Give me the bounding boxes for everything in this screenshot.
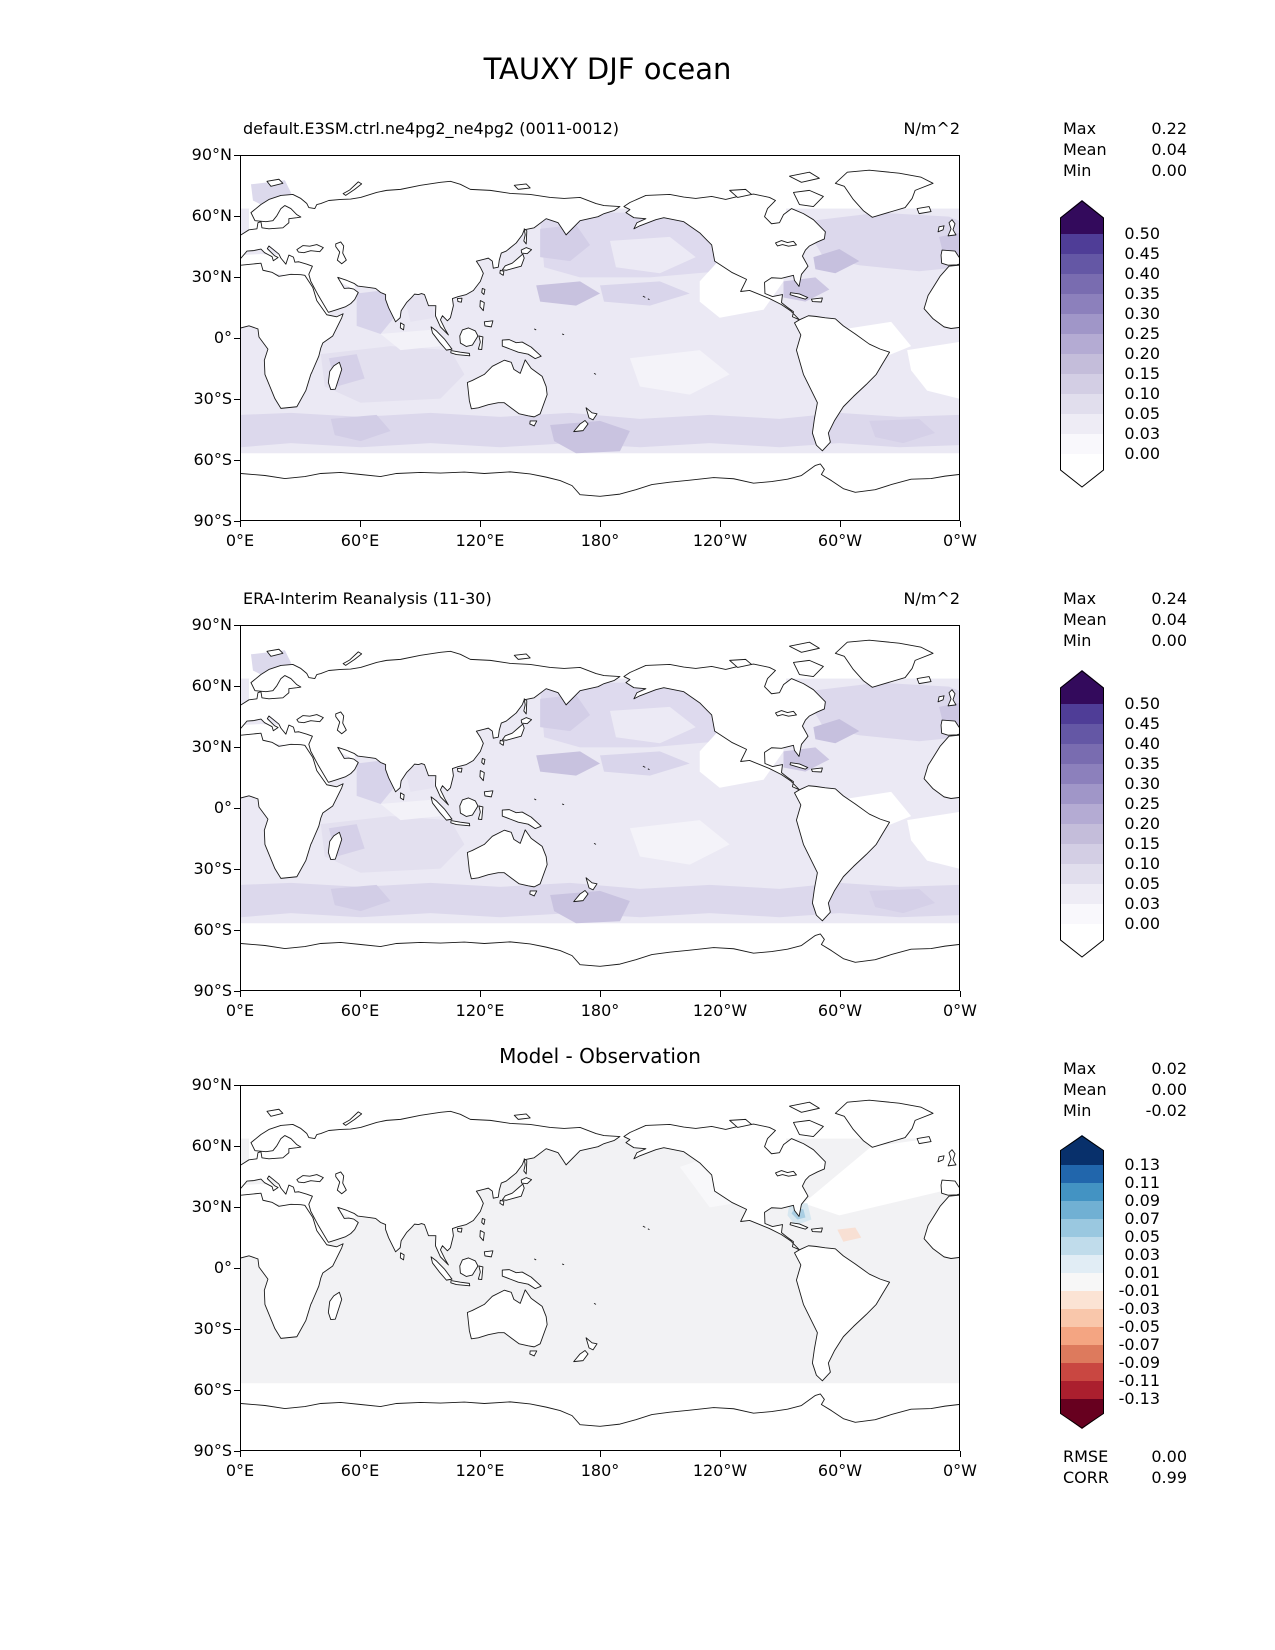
colorbar-tick-label: -0.11 <box>1118 1371 1160 1390</box>
x-tick-label: 0°W <box>943 1461 977 1480</box>
colorbar-tick-label: -0.03 <box>1118 1299 1160 1318</box>
colorbar-segment <box>1060 824 1104 844</box>
figure-title: TAUXY DJF ocean <box>483 52 732 86</box>
x-tick-label: 60°W <box>817 531 863 550</box>
stat-label: Min <box>1063 1101 1092 1120</box>
stat-value: 0.99 <box>1151 1468 1187 1487</box>
stat-label: Min <box>1063 161 1092 180</box>
colorbar-segment <box>1060 1309 1104 1327</box>
colorbar-segment <box>1060 1381 1104 1399</box>
panel1-stats <box>1063 118 1187 181</box>
colorbar-segment <box>1060 1291 1104 1309</box>
stat-row <box>1063 609 1187 630</box>
colorbar-segment <box>1060 884 1104 904</box>
colorbar-tick-label: 0.40 <box>1124 264 1160 283</box>
colorbar-tick-label: 0.00 <box>1124 444 1160 463</box>
colorbar-segment <box>1060 200 1104 234</box>
stat-label: Max <box>1063 119 1097 138</box>
colorbar-segment <box>1060 704 1104 724</box>
colorbar-tick-label: 0.07 <box>1124 1209 1160 1228</box>
colorbar-tick-label: -0.07 <box>1118 1335 1160 1354</box>
x-tick-label: 0°E <box>225 1461 255 1480</box>
panel2-x-labels <box>225 1001 977 1021</box>
x-tick-label: 60°W <box>817 1461 863 1480</box>
colorbar-segment <box>1060 234 1104 254</box>
colorbar-segment <box>1060 454 1104 488</box>
colorbar-tick-label: 0.45 <box>1124 244 1160 263</box>
x-tick-label: 60°W <box>817 1001 863 1020</box>
stat-row <box>1063 630 1187 651</box>
panel2-y-ticks <box>234 625 240 992</box>
stat-value: 0.04 <box>1151 610 1187 629</box>
stat-row <box>1063 1446 1187 1467</box>
colorbar-tick-label: 0.35 <box>1124 284 1160 303</box>
x-tick-label: 0°E <box>225 531 255 550</box>
colorbar-tick-label: -0.09 <box>1118 1353 1160 1372</box>
stat-row <box>1063 139 1187 160</box>
panel2-x-ticks <box>240 991 961 997</box>
panel3-extra-stats <box>1063 1446 1187 1488</box>
colorbar-segment <box>1060 1135 1104 1165</box>
panel1-title-row <box>243 118 960 140</box>
y-tick-label: 90°N <box>191 1075 232 1094</box>
y-tick-label: 0° <box>213 328 232 347</box>
colorbar-tick-label: 0.01 <box>1124 1263 1160 1282</box>
stat-row <box>1063 1467 1187 1488</box>
colorbar-segment <box>1060 1327 1104 1345</box>
y-tick-label: 0° <box>213 1258 232 1277</box>
stat-row <box>1063 1079 1187 1100</box>
colorbar-segment <box>1060 764 1104 784</box>
colorbar-segment <box>1060 434 1104 454</box>
colorbar-tick-label: 0.10 <box>1124 384 1160 403</box>
stat-label: Max <box>1063 589 1097 608</box>
colorbar-segment <box>1060 394 1104 414</box>
colorbar-segment <box>1060 1399 1104 1429</box>
stat-row <box>1063 1058 1187 1079</box>
colorbar-tick-label: 0.25 <box>1124 794 1160 813</box>
panel1-x-labels <box>225 531 977 551</box>
panel2-title: ERA-Interim Reanalysis (11-30) <box>243 589 492 608</box>
x-tick-label: 60°E <box>340 531 380 550</box>
y-tick-label: 60°N <box>191 1136 232 1155</box>
panel1-y-ticks <box>234 155 240 522</box>
colorbar-tick-label: 0.15 <box>1124 834 1160 853</box>
x-tick-label: 120°E <box>455 531 505 550</box>
stat-value: 0.00 <box>1151 161 1187 180</box>
panel2-units: N/m^2 <box>903 589 960 608</box>
panel2-colorbar <box>1060 670 1104 958</box>
colorbar-tick-label: 0.00 <box>1124 914 1160 933</box>
stat-label: Mean <box>1063 1080 1107 1099</box>
panel3-stats <box>1063 1058 1187 1121</box>
panel1-colorbar <box>1060 200 1104 488</box>
panel1-map <box>240 155 960 521</box>
panel3-y-ticks <box>234 1085 240 1452</box>
y-tick-label: 90°S <box>193 1441 232 1460</box>
y-tick-label: 30°S <box>193 1319 232 1338</box>
stat-value: 0.02 <box>1151 1059 1187 1078</box>
colorbar-segment <box>1060 1273 1104 1291</box>
stat-value: 0.00 <box>1151 1447 1187 1466</box>
panel3-map-svg <box>241 1086 959 1450</box>
colorbar-segment <box>1060 294 1104 314</box>
x-tick-label: 120°W <box>692 531 748 550</box>
colorbar-tick-label: 0.50 <box>1124 224 1160 243</box>
panel2-y-labels <box>150 615 232 1000</box>
colorbar-segment <box>1060 354 1104 374</box>
stat-value: 0.22 <box>1151 119 1187 138</box>
panel1-title: default.E3SM.ctrl.ne4pg2_ne4pg2 (0011-0012) <box>243 119 619 138</box>
y-tick-label: 60°S <box>193 1380 232 1399</box>
colorbar-segment <box>1060 314 1104 334</box>
y-tick-label: 60°N <box>191 676 232 695</box>
colorbar-tick-label: 0.09 <box>1124 1191 1160 1210</box>
panel1-y-labels <box>150 145 232 530</box>
y-tick-label: 30°N <box>191 737 232 756</box>
colorbar-tick-label: 0.35 <box>1124 754 1160 773</box>
colorbar-tick-label: 0.20 <box>1124 814 1160 833</box>
panel3-x-ticks <box>240 1451 961 1457</box>
y-tick-label: 90°N <box>191 615 232 634</box>
colorbar-segment <box>1060 924 1104 958</box>
panel1-x-ticks <box>240 521 961 527</box>
colorbar-tick-label: 0.05 <box>1124 404 1160 423</box>
colorbar-segment <box>1060 1237 1104 1255</box>
colorbar-tick-label: 0.03 <box>1124 1245 1160 1264</box>
panel3-colorbar <box>1060 1135 1104 1429</box>
colorbar-segment <box>1060 724 1104 744</box>
stat-row <box>1063 118 1187 139</box>
stat-value: 0.00 <box>1151 631 1187 650</box>
colorbar-tick-label: -0.01 <box>1118 1281 1160 1300</box>
stat-label: Mean <box>1063 140 1107 159</box>
stat-row <box>1063 160 1187 181</box>
panel1-colorbar-labels <box>1104 224 1160 464</box>
stat-row <box>1063 588 1187 609</box>
x-tick-label: 120°E <box>455 1461 505 1480</box>
colorbar-tick-label: 0.25 <box>1124 324 1160 343</box>
panel1-units: N/m^2 <box>903 119 960 138</box>
y-tick-label: 0° <box>213 798 232 817</box>
colorbar-tick-label: 0.13 <box>1124 1155 1160 1174</box>
y-tick-label: 30°S <box>193 389 232 408</box>
colorbar-segment <box>1060 274 1104 294</box>
colorbar-segment <box>1060 374 1104 394</box>
stat-row <box>1063 1100 1187 1121</box>
x-tick-label: 180° <box>580 1461 620 1480</box>
colorbar-segment <box>1060 414 1104 434</box>
colorbar-segment <box>1060 784 1104 804</box>
colorbar-tick-label: 0.05 <box>1124 1227 1160 1246</box>
colorbar-segment <box>1060 1219 1104 1237</box>
panel3-title: Model - Observation <box>499 1044 701 1068</box>
x-tick-label: 120°E <box>455 1001 505 1020</box>
panel3-x-labels <box>225 1461 977 1481</box>
colorbar-tick-label: 0.10 <box>1124 854 1160 873</box>
colorbar-segment <box>1060 844 1104 864</box>
colorbar-tick-label: 0.30 <box>1124 774 1160 793</box>
x-tick-label: 60°E <box>340 1001 380 1020</box>
panel2-colorbar-labels <box>1104 694 1160 934</box>
panel2-map <box>240 625 960 991</box>
colorbar-tick-label: 0.03 <box>1124 424 1160 443</box>
stat-label: RMSE <box>1063 1447 1109 1466</box>
stat-label: Min <box>1063 631 1092 650</box>
panel1-map-svg <box>241 156 959 520</box>
colorbar-tick-label: 0.20 <box>1124 344 1160 363</box>
stat-label: CORR <box>1063 1468 1109 1487</box>
x-tick-label: 180° <box>580 1001 620 1020</box>
colorbar-segment <box>1060 804 1104 824</box>
colorbar-segment <box>1060 254 1104 274</box>
stat-value: -0.02 <box>1145 1101 1187 1120</box>
x-tick-label: 120°W <box>692 1461 748 1480</box>
stat-value: 0.04 <box>1151 140 1187 159</box>
panel2-title-row <box>243 588 960 610</box>
stat-label: Max <box>1063 1059 1097 1078</box>
colorbar-segment <box>1060 904 1104 924</box>
colorbar-segment <box>1060 670 1104 704</box>
colorbar-segment <box>1060 1345 1104 1363</box>
colorbar-tick-label: 0.03 <box>1124 894 1160 913</box>
y-tick-label: 30°N <box>191 267 232 286</box>
x-tick-label: 0°W <box>943 1001 977 1020</box>
colorbar-tick-label: 0.30 <box>1124 304 1160 323</box>
colorbar-segment <box>1060 744 1104 764</box>
panel2-map-svg <box>241 626 959 990</box>
colorbar-segment <box>1060 1165 1104 1183</box>
colorbar-segment <box>1060 1255 1104 1273</box>
colorbar-tick-label: 0.11 <box>1124 1173 1160 1192</box>
colorbar-tick-label: 0.15 <box>1124 364 1160 383</box>
y-tick-label: 60°S <box>193 920 232 939</box>
panel3-map <box>240 1085 960 1451</box>
colorbar-tick-label: 0.45 <box>1124 714 1160 733</box>
colorbar-tick-label: -0.13 <box>1118 1389 1160 1408</box>
colorbar-segment <box>1060 1363 1104 1381</box>
x-tick-label: 0°E <box>225 1001 255 1020</box>
colorbar-segment <box>1060 1183 1104 1201</box>
colorbar-segment <box>1060 334 1104 354</box>
stat-label: Mean <box>1063 610 1107 629</box>
colorbar-tick-label: -0.05 <box>1118 1317 1160 1336</box>
x-tick-label: 0°W <box>943 531 977 550</box>
panel2-stats <box>1063 588 1187 651</box>
colorbar-segment <box>1060 1201 1104 1219</box>
colorbar-tick-label: 0.05 <box>1124 874 1160 893</box>
y-tick-label: 90°S <box>193 511 232 530</box>
stat-value: 0.24 <box>1151 589 1187 608</box>
y-tick-label: 90°S <box>193 981 232 1000</box>
y-tick-label: 30°N <box>191 1197 232 1216</box>
y-tick-label: 60°S <box>193 450 232 469</box>
x-tick-label: 60°E <box>340 1461 380 1480</box>
colorbar-tick-label: 0.40 <box>1124 734 1160 753</box>
y-tick-label: 60°N <box>191 206 232 225</box>
x-tick-label: 120°W <box>692 1001 748 1020</box>
panel3-colorbar-labels <box>1104 1156 1160 1408</box>
colorbar-tick-label: 0.50 <box>1124 694 1160 713</box>
y-tick-label: 90°N <box>191 145 232 164</box>
x-tick-label: 180° <box>580 531 620 550</box>
stat-value: 0.00 <box>1151 1080 1187 1099</box>
y-tick-label: 30°S <box>193 859 232 878</box>
colorbar-segment <box>1060 864 1104 884</box>
panel3-y-labels <box>150 1075 232 1460</box>
